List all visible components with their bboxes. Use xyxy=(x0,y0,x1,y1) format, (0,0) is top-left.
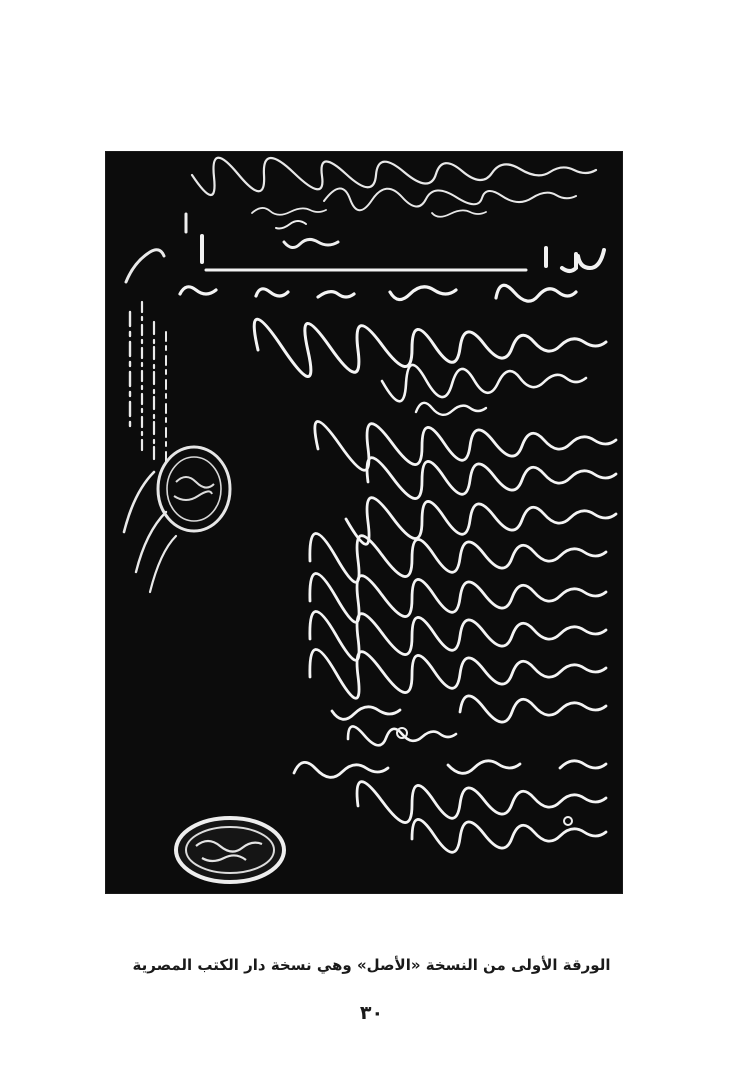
figure-caption: الورقة الأولى من النسخة «الأصل» وهي نسخة دار الكتب المصرية xyxy=(132,956,611,974)
margin-notes xyxy=(124,250,176,592)
header-script xyxy=(192,158,596,217)
page-number: ٣٠ xyxy=(359,1002,384,1024)
title-line xyxy=(202,236,604,271)
library-stamp-round xyxy=(158,447,230,531)
hadith-count-note xyxy=(186,214,338,248)
manuscript-photo xyxy=(106,152,622,893)
manuscript-image xyxy=(106,152,622,893)
body-text xyxy=(180,285,616,852)
library-stamp-oval xyxy=(176,818,284,882)
circle-mark xyxy=(564,817,572,825)
